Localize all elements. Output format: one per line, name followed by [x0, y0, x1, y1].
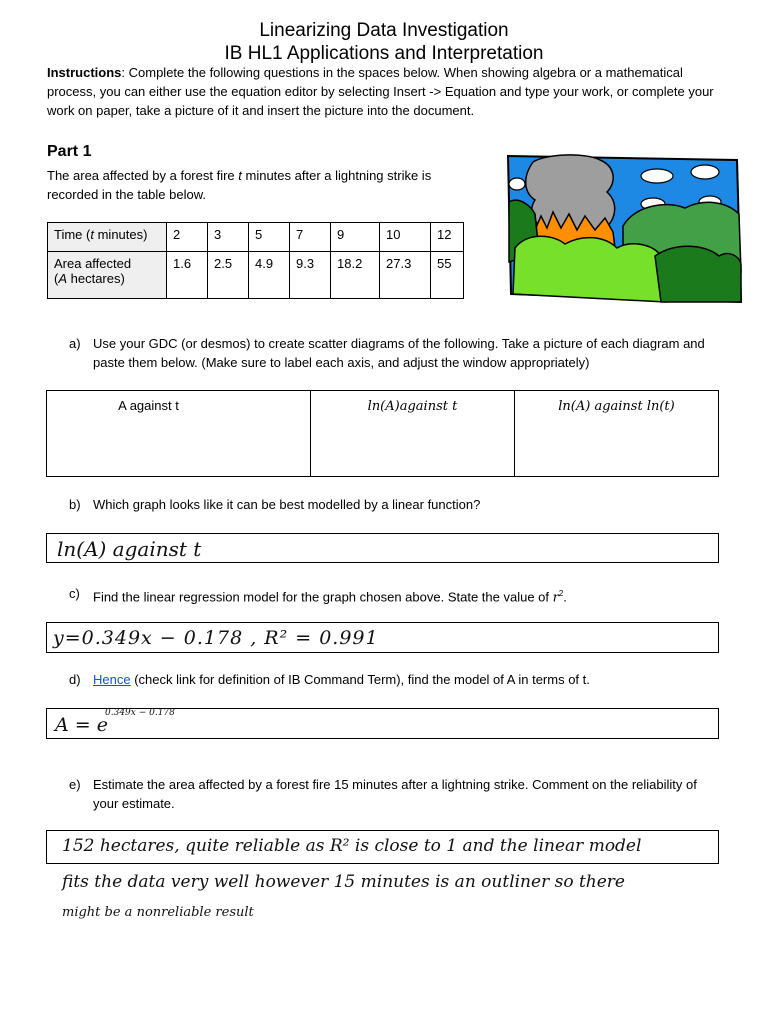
table-cell: 2.5	[208, 252, 249, 299]
question-text: (check link for definition of IB Command Term), find the model of A in terms of t.	[130, 672, 590, 687]
question-letter: e)	[69, 777, 81, 792]
label-text: minutes)	[93, 227, 148, 242]
table-cell: 9.3	[290, 252, 331, 299]
question-text: Find the linear regression model for the graph chosen above. State the value of	[93, 589, 553, 605]
question-c-text: Find the linear regression model for the graph chosen above. State the value of $r^2$.	[93, 589, 567, 606]
diagram-label: ln(A)against t	[367, 399, 458, 414]
question-a-text: Use your GDC (or desmos) to create scatter diagrams of the following. Take a picture of each diagram and paste them below. (Make sure to label each axis, and adjust the window appropriately)	[93, 336, 705, 370]
handwritten-answer: ln(A) against t	[57, 537, 202, 561]
row-label-area	[48, 252, 167, 299]
label-text: Area affected	[54, 256, 132, 271]
question-letter: c)	[69, 586, 80, 601]
scatter-diagram-table	[46, 390, 719, 477]
question-d-text	[93, 670, 590, 689]
diagram-label: ln(A) against ln(t)	[558, 399, 675, 414]
diagram-cell-lna-vs-lnt[interactable]	[515, 391, 718, 476]
table-row-area	[48, 252, 464, 299]
table-cell: 2	[167, 223, 208, 252]
table-cell: 10	[380, 223, 431, 252]
question-text: .	[563, 589, 567, 605]
question-letter: b)	[69, 497, 81, 512]
part-heading: Part 1	[47, 143, 92, 160]
table-cell: 4.9	[249, 252, 290, 299]
diagram-cell-lna-vs-t[interactable]	[311, 391, 515, 476]
answer-box-b[interactable]	[46, 533, 719, 563]
table-cell: 27.3	[380, 252, 431, 299]
handwritten-answer-line-2: fits the data very well however 15 minutes is an outliner so there	[62, 872, 625, 892]
table-cell: 9	[331, 223, 380, 252]
intro-var: t	[238, 168, 242, 183]
title-line-2: IB HL1 Applications and Interpretation	[224, 43, 544, 64]
table-cell: 18.2	[331, 252, 380, 299]
question-b-text: Which graph looks like it can be best modelled by a linear function?	[93, 497, 481, 512]
forest-fire-illustration	[505, 152, 743, 307]
handwritten-answer-line-3: might be a nonreliable result	[62, 905, 254, 920]
answer-box-d[interactable]	[46, 708, 719, 739]
label-text: hectares)	[67, 271, 125, 286]
table-cell: 5	[249, 223, 290, 252]
question-letter: d)	[69, 672, 81, 687]
table-cell: 1.6	[167, 252, 208, 299]
question-e-text: Estimate the area affected by a forest fire 15 minutes after a lightning strike. Comment on the reliability of your estimate.	[93, 777, 697, 811]
instructions	[47, 63, 727, 120]
diagram-label: A against t	[118, 398, 179, 413]
handwritten-exponent: 0.349x − 0.178	[105, 708, 175, 718]
question-letter: a)	[69, 336, 81, 351]
label-var: t	[90, 227, 94, 242]
instructions-label: Instructions	[47, 65, 122, 80]
table-row-time	[48, 223, 464, 252]
table-cell: 55	[431, 252, 464, 299]
table-cell: 12	[431, 223, 464, 252]
title-line-1: Linearizing Data Investigation	[259, 20, 509, 41]
instructions-text: : Complete the following questions in the spaces below. When showing algebra or a mathematical process, you can either use the equation editor by selecting Insert -> Equation and type your work, or complete your work on paper, take a picture of it and insert the picture into the document.	[47, 65, 714, 118]
data-table	[47, 222, 464, 299]
hence-link[interactable]: Hence	[93, 672, 131, 687]
label-var: A	[58, 271, 68, 286]
part-intro	[47, 166, 472, 204]
answer-box-c[interactable]	[46, 622, 719, 653]
handwritten-answer-line-1: 152 hectares, quite reliable as R² is close to 1 and the linear model	[62, 836, 642, 856]
row-label-time	[48, 223, 167, 252]
diagram-cell-a-vs-t[interactable]	[47, 391, 311, 476]
r-symbol: r	[552, 590, 559, 606]
table-cell: 7	[290, 223, 331, 252]
label-text: (	[54, 271, 59, 286]
handwritten-answer: y=0.349x − 0.178 , R² = 0.991	[53, 627, 379, 649]
intro-text-a: The area affected by a forest fire	[47, 168, 239, 183]
table-cell: 3	[208, 223, 249, 252]
handwritten-answer: A = e	[55, 714, 108, 736]
label-text: Time (	[54, 227, 91, 242]
intro-text-b: minutes after a lightning strike is recorded in the table below.	[47, 168, 432, 202]
page-title	[0, 19, 768, 65]
